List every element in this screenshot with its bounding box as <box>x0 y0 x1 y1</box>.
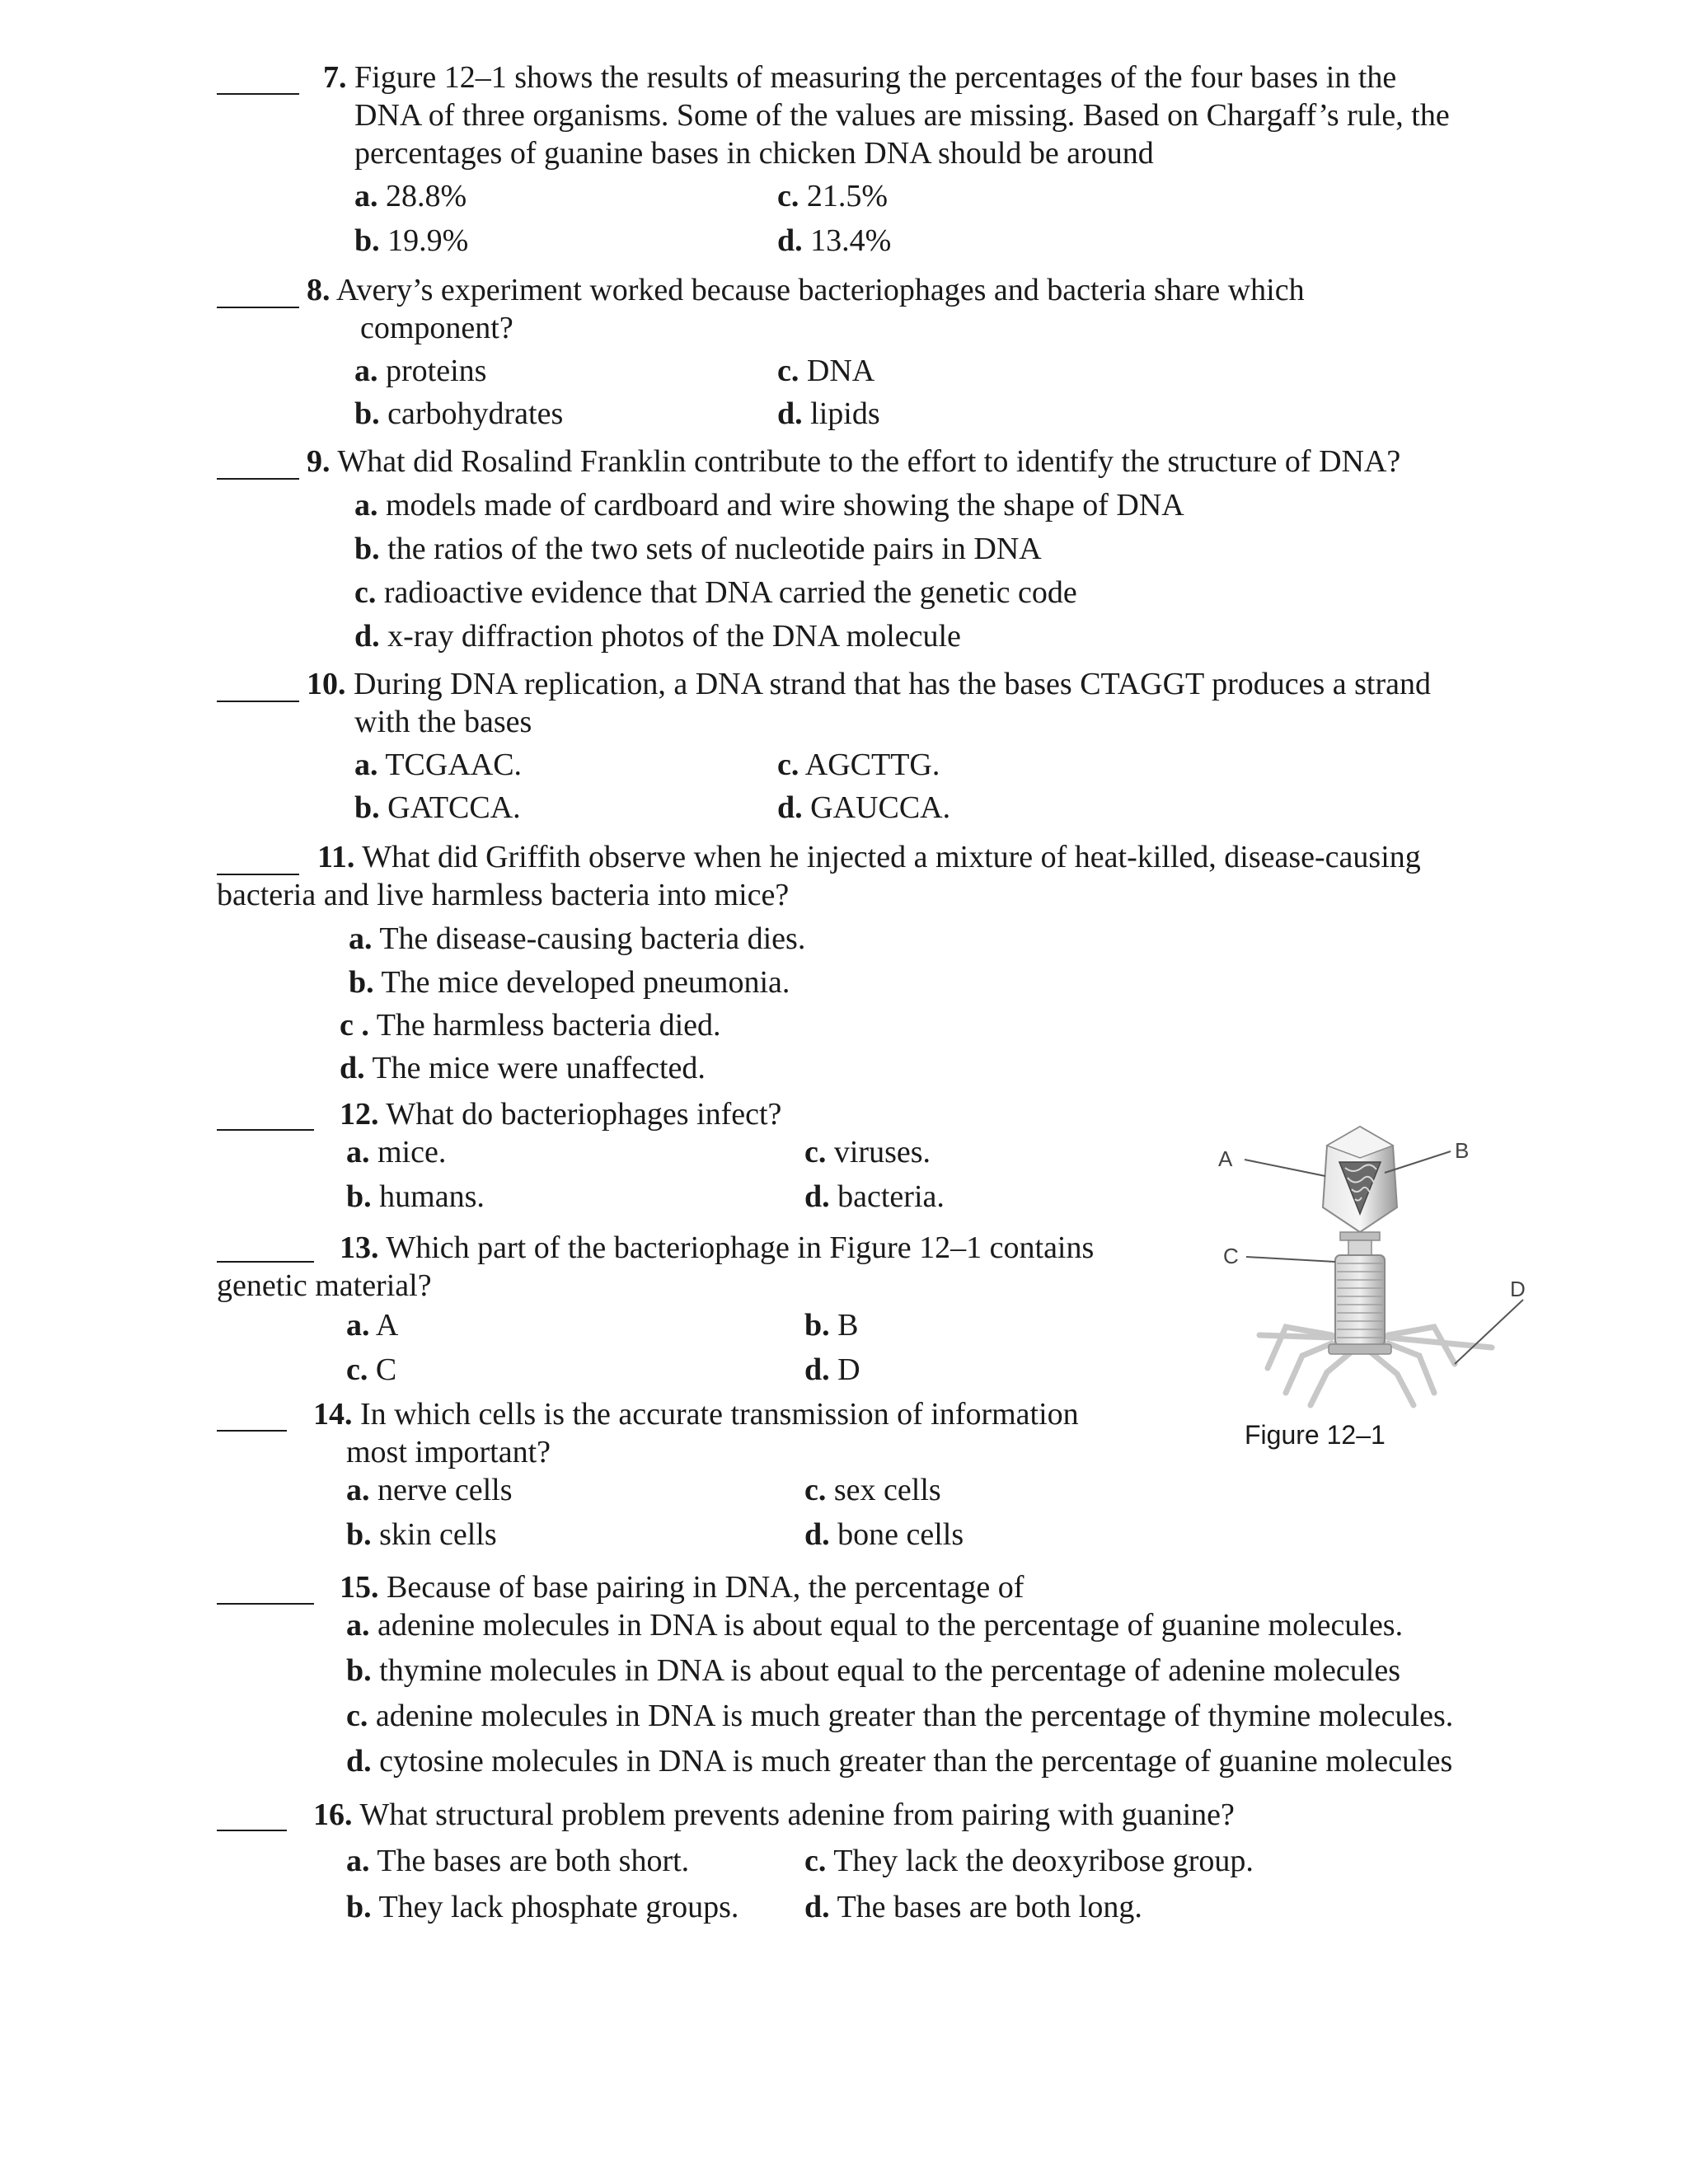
leader-line-a <box>1245 1160 1325 1176</box>
q9-line-1: 9. What did Rosalind Franklin contribute to the effort to identify the structure of DNA? <box>307 444 1401 479</box>
q15-option-a: a. adenine molecules in DNA is about equal to the percentage of guanine molecules. <box>346 1608 1404 1643</box>
q8-option-b: b. carbohydrates <box>354 396 564 431</box>
q15-line-1: 15. Because of base pairing in DNA, the percentage of <box>340 1570 1025 1605</box>
answer-blank-7[interactable] <box>217 93 299 95</box>
q16-option-d: d. The bases are both long. <box>804 1890 1142 1924</box>
base-plate <box>1329 1344 1391 1354</box>
q12-line-1: 12. What do bacteriophages infect? <box>340 1097 782 1132</box>
answer-blank-11[interactable] <box>217 874 299 875</box>
answer-blank-14[interactable] <box>217 1430 287 1432</box>
q9-option-d: d. x-ray diffraction photos of the DNA molecule <box>354 619 961 654</box>
answer-blank-16[interactable] <box>217 1830 287 1831</box>
q9-option-b: b. the ratios of the two sets of nucleotide pairs in DNA <box>354 532 1042 566</box>
q14-line-2: most important? <box>346 1435 551 1469</box>
q11-line-1: 11. What did Griffith observe when he injected a mixture of heat-killed, disease-causing <box>317 840 1421 874</box>
q11-line-2: bacteria and live harmless bacteria into mice? <box>217 878 790 912</box>
q14-option-c: c. sex cells <box>804 1473 941 1507</box>
q9-option-a: a. models made of cardboard and wire showing the shape of DNA <box>354 488 1184 523</box>
q13-option-c: c. C <box>346 1352 397 1387</box>
answer-blank-12[interactable] <box>217 1129 314 1131</box>
q12-option-c: c. viruses. <box>804 1135 931 1169</box>
answer-blank-8[interactable] <box>217 307 299 308</box>
q11-option-c: c . The harmless bacteria died. <box>340 1008 721 1043</box>
q7-option-a: a. 28.8% <box>354 179 467 213</box>
q16-option-b: b. They lack phosphate groups. <box>346 1890 739 1924</box>
q11-option-d: d. The mice were unaffected. <box>340 1051 706 1085</box>
q15-option-c: c. adenine molecules in DNA is much greater than the percentage of thymine molecules. <box>346 1699 1454 1733</box>
figure-caption: Figure 12–1 <box>1245 1420 1386 1450</box>
q16-option-a: a. The bases are both short. <box>346 1844 690 1878</box>
collar <box>1340 1232 1380 1240</box>
q8-line-2: component? <box>360 311 513 345</box>
q16-line-1: 16. What structural problem prevents adenine from pairing with guanine? <box>313 1797 1235 1832</box>
q15-option-b: b. thymine molecules in DNA is about equal to the percentage of adenine molecules <box>346 1653 1400 1688</box>
tail-sheath <box>1335 1255 1385 1346</box>
q12-option-d: d. bacteria. <box>804 1179 945 1214</box>
q8-option-a: a. proteins <box>354 354 487 388</box>
q10-option-d: d. GAUCCA. <box>777 790 951 825</box>
answer-blank-15[interactable] <box>217 1603 314 1605</box>
q13-option-a: a. A <box>346 1308 399 1343</box>
q7-line-1: 7. Figure 12–1 shows the results of measuring the percentages of the four bases in the <box>323 60 1397 95</box>
q10-line-2: with the bases <box>354 705 532 739</box>
figure-label-a: A <box>1218 1146 1233 1171</box>
q9-option-c: c. radioactive evidence that DNA carried the genetic code <box>354 575 1077 610</box>
q13-line-1: 13. Which part of the bacteriophage in Figure 12–1 contains <box>340 1230 1095 1265</box>
answer-blank-10[interactable] <box>217 701 299 702</box>
q16-option-c: c. They lack the deoxyribose group. <box>804 1844 1254 1878</box>
q10-option-c: c. AGCTTG. <box>777 748 940 782</box>
q7-option-c: c. 21.5% <box>777 179 889 213</box>
q10-line-1: 10. During DNA replication, a DNA strand that has the bases CTAGGT produces a strand <box>307 667 1431 701</box>
q7-option-b: b. 19.9% <box>354 223 469 258</box>
q13-option-b: b. B <box>804 1308 859 1343</box>
answer-blank-9[interactable] <box>217 478 299 480</box>
figure-label-b: B <box>1455 1138 1470 1163</box>
leader-line-c <box>1246 1257 1335 1262</box>
q10-option-a: a. TCGAAC. <box>354 748 523 782</box>
q10-option-b: b. GATCCA. <box>354 790 521 825</box>
q7-line-3: percentages of guanine bases in chicken DNA should be around <box>354 136 1154 171</box>
q8-line-1: 8. Avery’s experiment worked because bacteriophages and bacteria share which <box>307 273 1305 307</box>
q11-option-a: a. The disease-causing bacteria dies. <box>349 921 806 956</box>
q8-option-c: c. DNA <box>777 354 875 388</box>
q13-option-d: d. D <box>804 1352 860 1387</box>
bacteriophage-figure <box>1187 1117 1533 1463</box>
q12-option-a: a. mice. <box>346 1135 447 1169</box>
figure-label-d: D <box>1510 1277 1526 1301</box>
q7-line-2: DNA of three organisms. Some of the values are missing. Based on Chargaff’s rule, the <box>354 98 1450 133</box>
capsid-head <box>1323 1127 1397 1232</box>
q14-option-b: b. skin cells <box>346 1517 497 1552</box>
q14-line-1: 14. In which cells is the accurate transmission of information <box>313 1397 1079 1432</box>
q8-option-d: d. lipids <box>777 396 880 431</box>
q14-option-d: d. bone cells <box>804 1517 964 1552</box>
q11-option-b: b. The mice developed pneumonia. <box>349 965 790 1000</box>
leader-line-d <box>1455 1300 1523 1364</box>
q13-line-2: genetic material? <box>217 1268 432 1303</box>
q12-option-b: b. humans. <box>346 1179 485 1214</box>
figure-label-c: C <box>1223 1244 1239 1268</box>
q15-option-d: d. cytosine molecules in DNA is much greater than the percentage of guanine molecules <box>346 1744 1453 1779</box>
q7-option-d: d. 13.4% <box>777 223 892 258</box>
neck <box>1348 1240 1372 1255</box>
q14-option-a: a. nerve cells <box>346 1473 513 1507</box>
answer-blank-13[interactable] <box>217 1261 314 1263</box>
